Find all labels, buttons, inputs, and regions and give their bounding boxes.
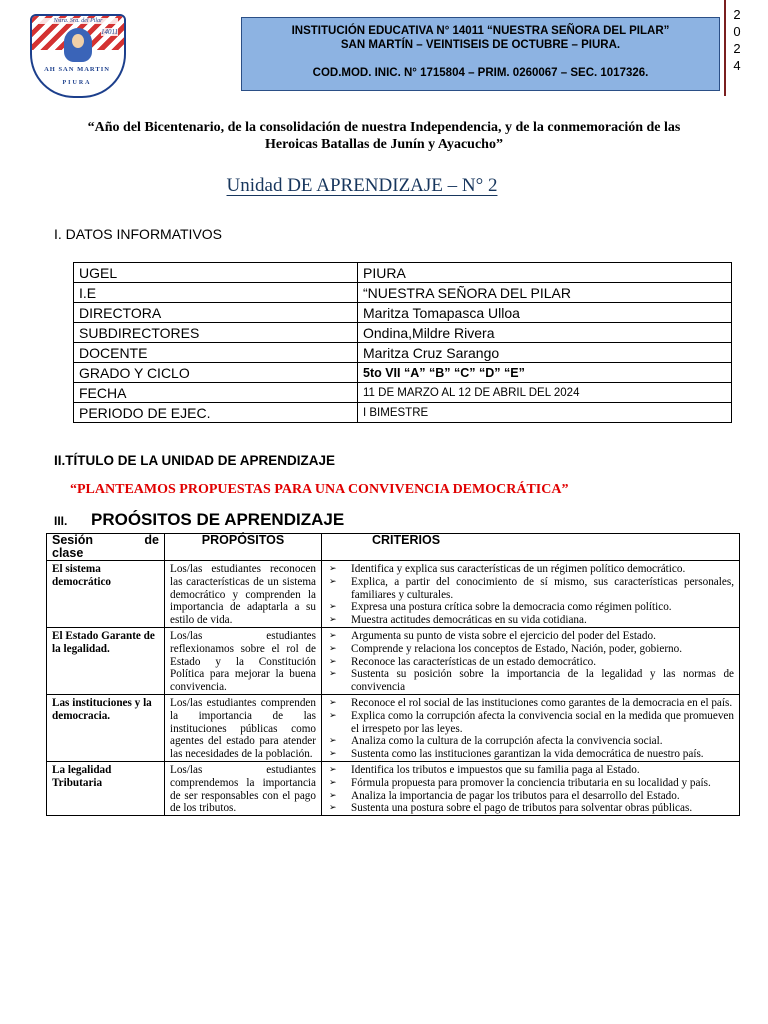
year-digit: 4 bbox=[733, 58, 741, 73]
year-digit: 2 bbox=[733, 41, 741, 56]
table-row bbox=[74, 383, 732, 403]
header-line-2: SAN MARTÍN – VEINTISEIS DE OCTUBRE – PIURA. bbox=[340, 39, 621, 51]
table-row bbox=[47, 561, 740, 628]
sesion-cell: Las instituciones y la democracia. bbox=[47, 694, 165, 761]
year-vertical bbox=[730, 6, 744, 74]
criterio-item: ➢ Identifica los tributos e impuestos que su familia paga al Estado. bbox=[327, 764, 734, 777]
criterio-item: ➢ Comprende y relaciona los conceptos de Estado, Nación, poder, gobierno. bbox=[327, 643, 734, 656]
criterio-item: ➢ Reconoce las características de un estado democrático. bbox=[327, 656, 734, 669]
criterio-item: ➢ Explica como la corrupción afecta la convivencia social en la medida que promueven el irrespeto por las leyes. bbox=[327, 710, 734, 736]
criterios-cell bbox=[322, 694, 740, 761]
proposito-cell: Los/las estudiantes reconocen las características de un sistema democrático y comprenden la importancia de adaptarla a su estilo de vida. bbox=[165, 561, 322, 628]
datos-key: PERIODO DE EJEC. bbox=[74, 403, 358, 423]
criterios-cell bbox=[322, 561, 740, 628]
year-divider bbox=[724, 0, 726, 96]
criterio-item: ➢ Explica, a partir del conocimiento de sí mismo, sus características personales, familiares y culturales. bbox=[327, 576, 734, 602]
section-3-number: III. bbox=[54, 514, 68, 528]
datos-value: I BIMESTRE bbox=[358, 403, 732, 423]
section-1-number: I. bbox=[54, 226, 62, 242]
table-header-row bbox=[47, 534, 740, 561]
criterio-item: ➢ Sustenta una postura sobre el pago de tributos para solventar obras públicas. bbox=[327, 802, 734, 815]
criterios-cell bbox=[322, 627, 740, 694]
table-row bbox=[74, 263, 732, 283]
datos-key: I.E bbox=[74, 283, 358, 303]
virgin-face-icon bbox=[72, 34, 84, 48]
sesion-cell: El Estado Garante de la legalidad. bbox=[47, 627, 165, 694]
table-row bbox=[47, 627, 740, 694]
header-line-1: INSTITUCIÓN EDUCATIVA N° 14011 “NUESTRA SEÑORA DEL PILAR” bbox=[291, 25, 670, 37]
propositos-table bbox=[46, 533, 740, 816]
datos-key: GRADO Y CICLO bbox=[74, 363, 358, 383]
year-digit: 2 bbox=[733, 7, 741, 22]
table-row bbox=[47, 761, 740, 815]
sesion-cell: El sistema democrático bbox=[47, 561, 165, 628]
table-row bbox=[74, 363, 732, 383]
col-header-propositos: PROPÓSITOS bbox=[165, 534, 322, 561]
year-digit: 0 bbox=[733, 24, 741, 39]
logo-region: PIURA bbox=[62, 80, 92, 86]
col-header-sesion-b: de bbox=[144, 533, 159, 547]
section-3-title: PROÓSITOS DE APRENDIZAJE bbox=[91, 510, 345, 529]
datos-value: Ondina,Mildre Rivera bbox=[358, 323, 732, 343]
datos-key: DOCENTE bbox=[74, 343, 358, 363]
datos-key: FECHA bbox=[74, 383, 358, 403]
datos-value: “NUESTRA SEÑORA DEL PILAR bbox=[358, 283, 732, 303]
datos-key: DIRECTORA bbox=[74, 303, 358, 323]
table-row bbox=[74, 323, 732, 343]
logo-motto: Nstra. Sra. del Pilar bbox=[38, 18, 118, 24]
datos-value: 11 DE MARZO AL 12 DE ABRIL DEL 2024 bbox=[358, 383, 732, 403]
datos-key: UGEL bbox=[74, 263, 358, 283]
table-row bbox=[74, 343, 732, 363]
proposito-cell: Los/las estudiantes reflexionamos sobre el rol de Estado y la Constitución Política para mejorar la buena convivencia. bbox=[165, 627, 322, 694]
unit-title: Unidad DE APRENDIZAJE – N° 2 bbox=[226, 175, 498, 196]
unit-name: “PLANTEAMOS PROPUESTAS PARA UNA CONVIVENCIA DEMOCRÁTICA” bbox=[70, 482, 569, 497]
criterio-item: ➢ Muestra actitudes democráticas en su vida cotidiana. bbox=[327, 614, 734, 627]
table-row bbox=[74, 283, 732, 303]
proposito-cell: Los/las estudiantes comprenden la importancia de las instituciones públicas como agentes del estado para atender las necesidades de la población. bbox=[165, 694, 322, 761]
criterio-item: ➢ Analiza la importancia de pagar los tributos para el desarrollo del Estado. bbox=[327, 790, 734, 803]
year-motto bbox=[0, 119, 768, 153]
col-header-criterios: CRITERIOS bbox=[322, 534, 740, 561]
table-row bbox=[74, 403, 732, 423]
section-1-heading bbox=[54, 226, 222, 242]
col-header-sesion bbox=[47, 534, 165, 561]
institution-header bbox=[241, 17, 720, 91]
proposito-cell: Los/las estudiantes comprendemos la importancia de ser responsables con el pago de los tributos. bbox=[165, 761, 322, 815]
criterio-item: ➢ Argumenta su punto de vista sobre el ejercicio del poder del Estado. bbox=[327, 630, 734, 643]
logo-code: 14011 bbox=[101, 28, 118, 36]
col-header-sesion-a: Sesión bbox=[52, 533, 93, 547]
year-motto-line-2: Heroicas Batallas de Junín y Ayacucho” bbox=[265, 137, 503, 152]
criterio-item: ➢ Expresa una postura crítica sobre la democracia como régimen político. bbox=[327, 601, 734, 614]
section-1-title: DATOS INFORMATIVOS bbox=[65, 226, 223, 242]
sesion-cell: La legalidad Tributaria bbox=[47, 761, 165, 815]
section-3-heading bbox=[54, 510, 344, 530]
datos-value: Maritza Tomapasca Ulloa bbox=[358, 303, 732, 323]
datos-value: Maritza Cruz Sarango bbox=[358, 343, 732, 363]
criterios-cell bbox=[322, 761, 740, 815]
datos-table bbox=[73, 262, 732, 423]
table-row bbox=[47, 694, 740, 761]
header-line-3: COD.MOD. INIC. N° 1715804 – PRIM. 0260067 – SEC. 1017326. bbox=[312, 67, 649, 79]
school-logo bbox=[30, 14, 126, 98]
section-2-number: II. bbox=[54, 453, 66, 468]
section-2-title: TÍTULO DE LA UNIDAD DE APRENDIZAJE bbox=[65, 453, 336, 468]
criterio-item: ➢ Sustenta su posición sobre la importancia de la legalidad y las normas de convivencia bbox=[327, 668, 734, 694]
table-row bbox=[74, 303, 732, 323]
criterio-item: ➢ Identifica y explica sus características de un régimen político democrático. bbox=[327, 563, 734, 576]
logo-city: AH SAN MARTIN bbox=[44, 66, 110, 73]
datos-key: SUBDIRECTORES bbox=[74, 323, 358, 343]
criterio-item: ➢ Analiza como la cultura de la corrupción afecta la convivencia social. bbox=[327, 735, 734, 748]
datos-value: 5to VII “A” “B” “C” “D” “E” bbox=[358, 363, 732, 383]
section-2-heading bbox=[54, 453, 335, 468]
criterio-item: ➢ Fórmula propuesta para promover la conciencia tributaria en su localidad y país. bbox=[327, 777, 734, 790]
datos-value: PIURA bbox=[358, 263, 732, 283]
year-motto-line-1: “Año del Bicentenario, de la consolidación de nuestra Independencia, y de la conmemoración de las bbox=[87, 120, 681, 135]
criterio-item: ➢ Reconoce el rol social de las instituciones como garantes de la democracia en el país. bbox=[327, 697, 734, 710]
col-header-sesion-c: clase bbox=[52, 546, 84, 560]
criterio-item: ➢ Sustenta como las instituciones garantizan la vida democrática de nuestro país. bbox=[327, 748, 734, 761]
